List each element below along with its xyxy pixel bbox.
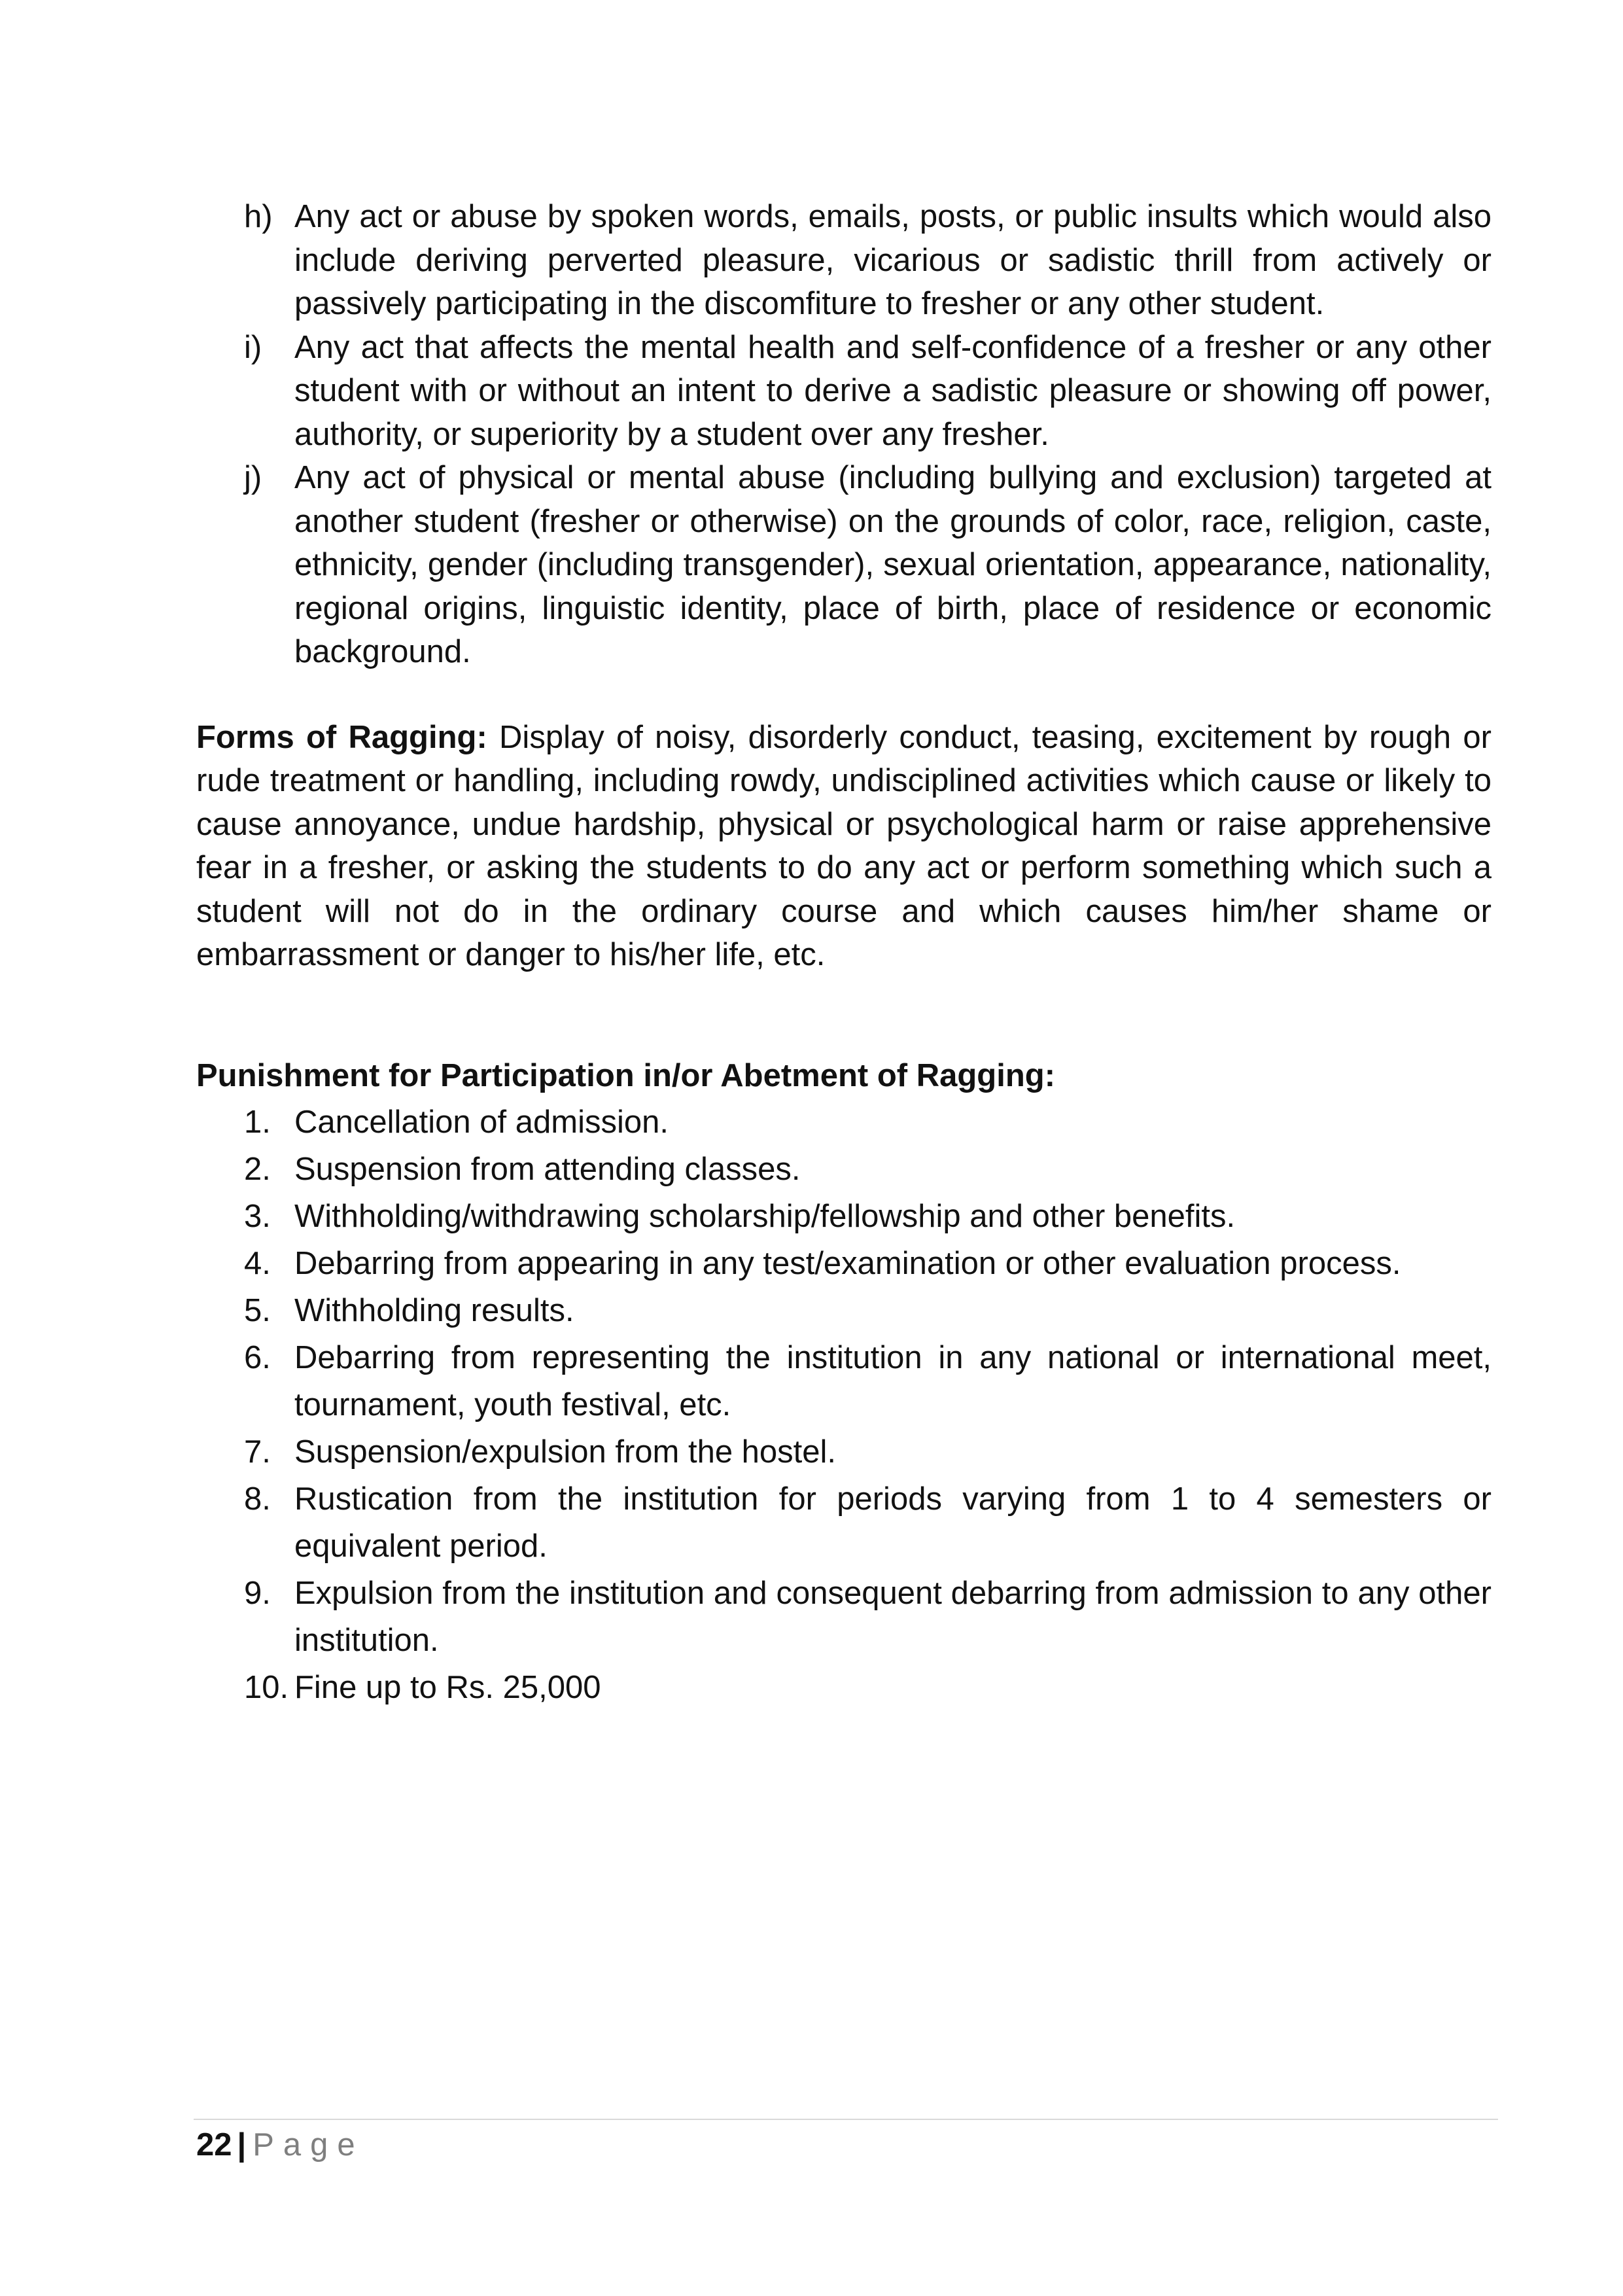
list-marker: 1. — [244, 1104, 271, 1140]
list-item-text: Rustication from the institution for periods varying from 1 to 4 semesters or equivalent period. — [294, 1481, 1492, 1564]
list-item — [196, 1193, 1492, 1240]
list-marker: 5. — [244, 1293, 271, 1328]
page-footer — [196, 2123, 364, 2166]
list-marker: 2. — [244, 1152, 271, 1187]
list-marker: h) — [244, 199, 273, 234]
punishment-heading: Punishment for Participation in/or Abetment of Ragging: — [196, 1057, 1056, 1093]
list-marker: 7. — [244, 1434, 271, 1470]
list-marker: i) — [244, 329, 262, 365]
ragging-acts-list — [196, 195, 1492, 674]
list-marker: 8. — [244, 1481, 271, 1517]
forms-of-ragging-paragraph — [196, 716, 1492, 977]
list-item-text: Cancellation of admission. — [294, 1104, 669, 1140]
list-item-text: Withholding results. — [294, 1293, 574, 1328]
list-marker: 6. — [244, 1340, 271, 1375]
list-item-text: Suspension/expulsion from the hostel. — [294, 1434, 837, 1470]
list-item-text: Expulsion from the institution and consequent debarring from admission to any other institution. — [294, 1576, 1492, 1658]
list-item-text: Any act of physical or mental abuse (including bullying and exclusion) targeted at another student (fresher or otherwise) on the grounds of color, race, religion, caste, ethnicity, gender (including transgender), sexual orientation, appearance, nationality, regional origins, linguistic identity, place of birth, place of residence or economic background. — [294, 460, 1492, 669]
list-item-text: Any act or abuse by spoken words, emails, posts, or public insults which would also include deriving perverted pleasure, vicarious or sadistic thrill from actively or passively participating in the discomfiture to fresher or any other student. — [294, 199, 1492, 321]
list-item-text: Withholding/withdrawing scholarship/fellowship and other benefits. — [294, 1199, 1236, 1234]
list-item — [196, 326, 1492, 457]
list-item — [196, 1570, 1492, 1664]
list-item — [196, 1240, 1492, 1287]
list-item — [196, 195, 1492, 326]
forms-of-ragging-label: Forms of Ragging: — [196, 719, 487, 755]
list-marker: 10. — [244, 1670, 289, 1705]
page-label: Page — [253, 2127, 364, 2163]
list-marker: 9. — [244, 1576, 271, 1611]
page-number: 22 — [196, 2127, 232, 2163]
list-item — [196, 1664, 1492, 1711]
list-item — [196, 1475, 1492, 1570]
footer-divider — [194, 2119, 1498, 2120]
list-item — [196, 1099, 1492, 1146]
list-item — [196, 1334, 1492, 1428]
list-item-text: Debarring from representing the institution in any national or international meet, tournament, youth festival, etc. — [294, 1340, 1492, 1422]
list-item-text: Debarring from appearing in any test/examination or other evaluation process. — [294, 1246, 1401, 1281]
punishment-list — [196, 1099, 1492, 1711]
list-marker: j) — [244, 460, 262, 495]
list-item-text: Any act that affects the mental health and self-confidence of a fresher or any other student with or without an intent to derive a sadistic pleasure or showing off power, authority, or superiority by a student over any fresher. — [294, 329, 1492, 452]
list-item — [196, 456, 1492, 674]
list-item-text: Suspension from attending classes. — [294, 1152, 801, 1187]
forms-of-ragging-text: Display of noisy, disorderly conduct, teasing, excitement by rough or rude treatment or handling, including rowdy, undisciplined activities which cause or likely to cause annoyance, undue hardship, physical or psychological harm or raise apprehensive fear in a fresher, or asking the students to do any act or perform something which such a student will not do in the ordinary course and which causes him/her shame or embarrassment or danger to his/her life, etc. — [196, 719, 1492, 972]
list-marker: 3. — [244, 1199, 271, 1234]
list-item — [196, 1287, 1492, 1334]
list-item — [196, 1146, 1492, 1193]
footer-separator: | — [237, 2127, 247, 2163]
document-page — [196, 195, 1492, 1711]
list-marker: 4. — [244, 1246, 271, 1281]
list-item-text: Fine up to Rs. 25,000 — [294, 1670, 601, 1705]
list-item — [196, 1428, 1492, 1475]
